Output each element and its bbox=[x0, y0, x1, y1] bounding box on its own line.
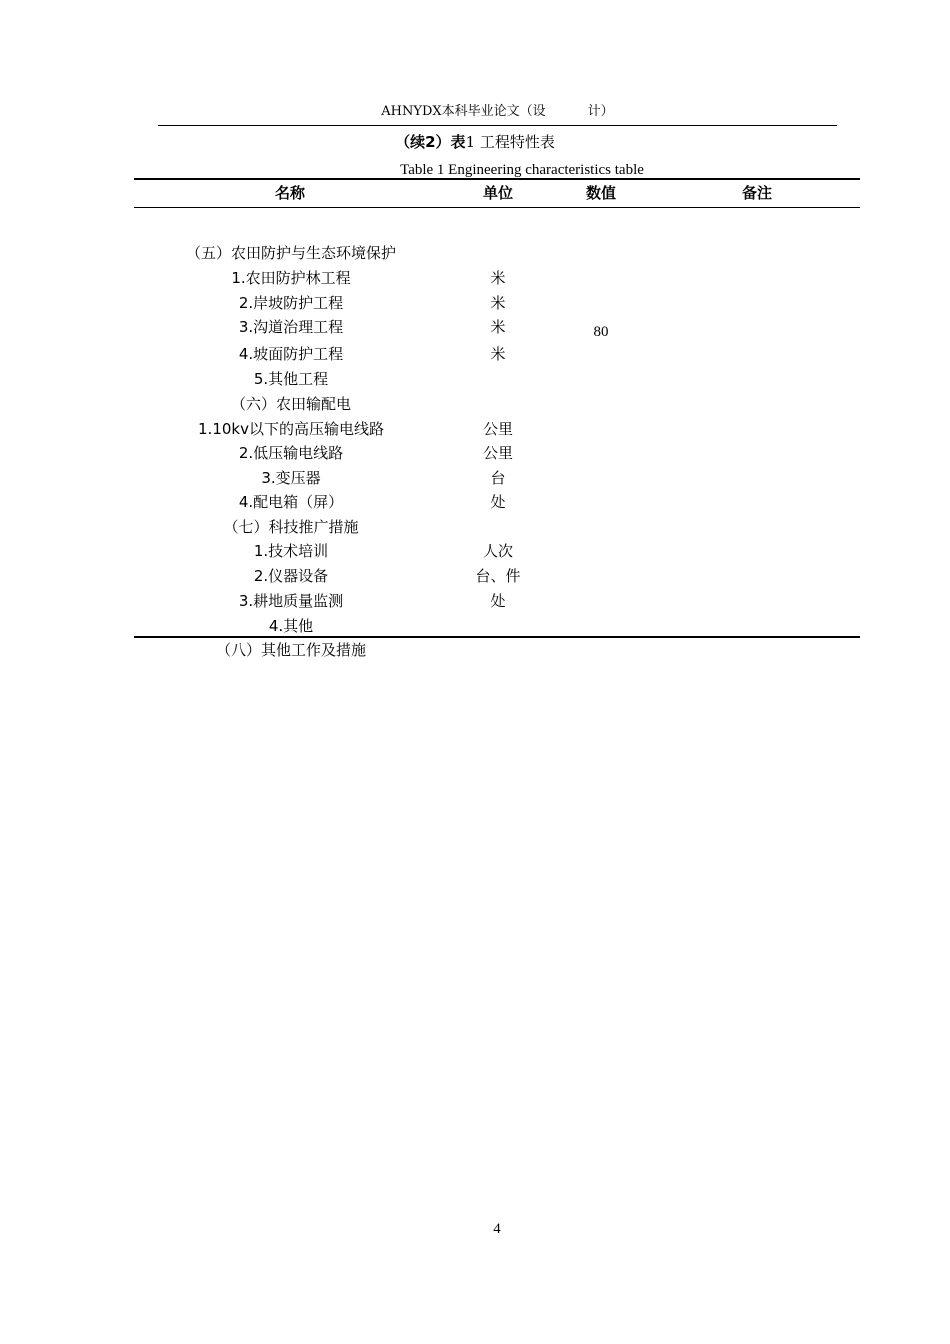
row-unit: 公里 bbox=[482, 420, 514, 438]
table-row bbox=[134, 490, 860, 514]
row-unit: 米 bbox=[490, 269, 506, 287]
table-row bbox=[134, 342, 860, 366]
row-name: 1.农田防护林工程 bbox=[231, 269, 351, 287]
row-name: （六）农田输配电 bbox=[230, 395, 352, 413]
row-name: 4.坡面防护工程 bbox=[238, 345, 344, 363]
row-name: 1.10kv以下的高压输电线路 bbox=[198, 420, 384, 438]
row-unit: 米 bbox=[490, 345, 506, 363]
row-name: 5.其他工程 bbox=[253, 370, 329, 388]
table-caption-english: Table 1 Engineering characteristics table bbox=[400, 162, 644, 178]
table-row bbox=[134, 589, 860, 613]
column-header-name: 名称 bbox=[274, 184, 306, 202]
table-row bbox=[134, 315, 860, 339]
column-header-remark: 备注 bbox=[741, 184, 773, 202]
table-row bbox=[134, 241, 860, 265]
row-unit: 处 bbox=[490, 493, 506, 511]
row-name: 3.沟道治理工程 bbox=[238, 318, 344, 336]
value-cell: 80 bbox=[593, 324, 609, 340]
running-header bbox=[158, 101, 837, 126]
table-caption-prefix: （续2）表 bbox=[395, 133, 466, 151]
column-header-value: 数值 bbox=[585, 184, 617, 202]
row-name: 3.变压器 bbox=[261, 469, 321, 487]
table-body bbox=[134, 208, 860, 659]
row-name: 2.低压输电线路 bbox=[238, 444, 344, 462]
table-caption bbox=[0, 131, 950, 153]
table-row bbox=[134, 466, 860, 490]
page-number: 4 bbox=[493, 1221, 501, 1237]
row-unit: 米 bbox=[490, 294, 506, 312]
table-row bbox=[134, 614, 860, 638]
table-row bbox=[134, 515, 860, 539]
row-unit: 公里 bbox=[482, 444, 514, 462]
row-name: 1.技术培训 bbox=[253, 542, 329, 560]
row-name: 2.岸坡防护工程 bbox=[238, 294, 344, 312]
row-name: 2.仪器设备 bbox=[253, 567, 329, 585]
table-row bbox=[134, 441, 860, 465]
row-name: 4.其他 bbox=[268, 617, 314, 635]
table-row bbox=[134, 291, 860, 315]
row-name: 4.配电箱（屏） bbox=[238, 493, 344, 511]
row-name: 3.耕地质量监测 bbox=[238, 592, 344, 610]
table-row bbox=[134, 638, 860, 662]
row-unit: 人次 bbox=[482, 542, 514, 560]
engineering-table bbox=[134, 178, 860, 659]
table-row bbox=[134, 539, 860, 563]
table-row bbox=[134, 367, 860, 391]
table-row bbox=[134, 564, 860, 588]
table-row bbox=[134, 392, 860, 416]
row-unit: 台、件 bbox=[475, 567, 521, 585]
table-row bbox=[134, 266, 860, 290]
column-header-unit: 单位 bbox=[482, 184, 514, 202]
row-unit: 台 bbox=[490, 469, 506, 487]
row-name: （七）科技推广措施 bbox=[223, 518, 359, 536]
row-name: （八）其他工作及措施 bbox=[215, 641, 367, 659]
row-unit: 米 bbox=[490, 318, 506, 336]
running-header-left: AHNYDX本科毕业论文（设 bbox=[381, 104, 546, 119]
table-row bbox=[134, 417, 860, 441]
running-header-right: 计） bbox=[587, 104, 614, 119]
table-header-row bbox=[134, 180, 860, 208]
row-name: （五）农田防护与生态环境保护 bbox=[185, 244, 397, 262]
row-unit: 处 bbox=[490, 592, 506, 610]
table-caption-title: 1 工程特性表 bbox=[465, 133, 555, 151]
